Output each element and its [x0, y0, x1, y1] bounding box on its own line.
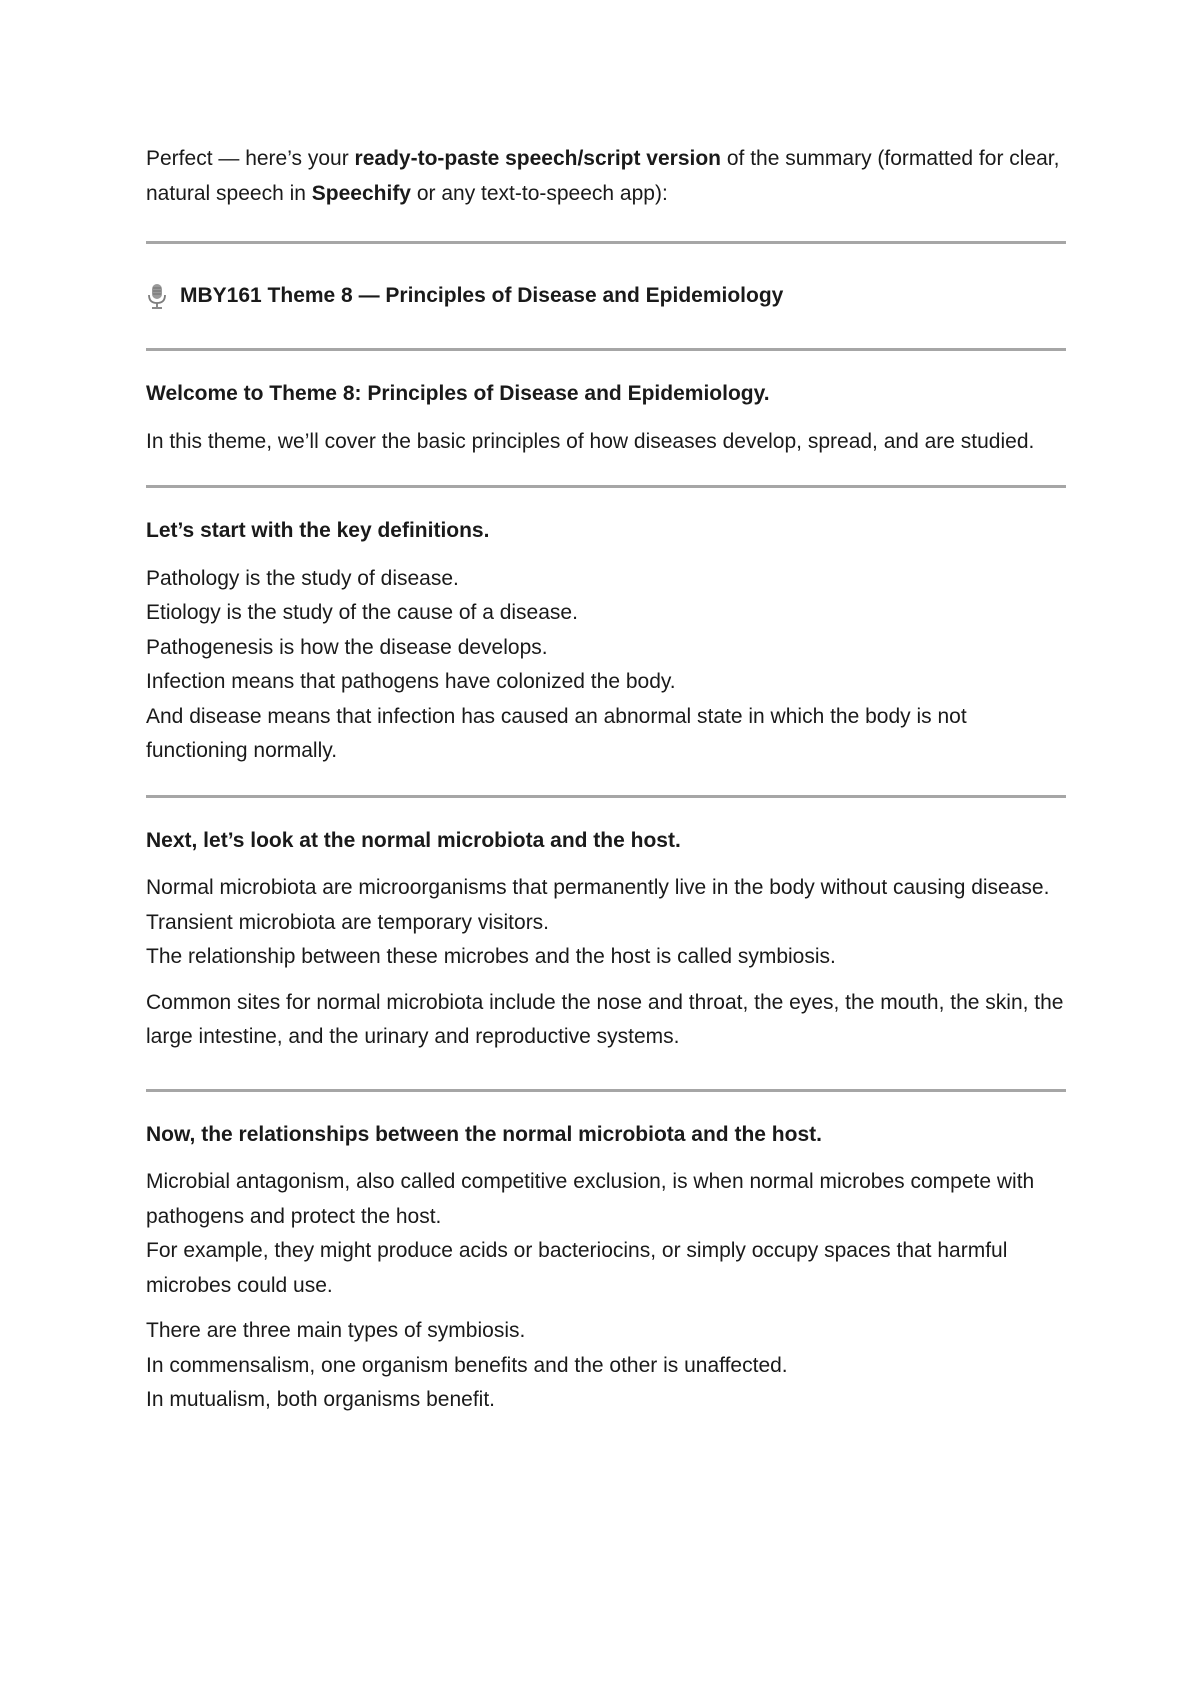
divider	[146, 1089, 1066, 1092]
microbiota-line: Normal microbiota are microorganisms that permanently live in the body without causing disease.	[146, 876, 1050, 899]
intro-text-2: of the summary (formatted for clear, natural speech in	[146, 147, 1060, 205]
definition-line: Etiology is the study of the cause of a disease.	[146, 601, 578, 624]
definition-line: Pathology is the study of disease.	[146, 566, 459, 590]
divider	[146, 485, 1066, 488]
document-page	[146, 142, 1066, 1418]
intro-bold-1: ready-to-paste speech/script version	[354, 147, 722, 170]
definition-line: Infection means that pathogens have colonized the body.	[146, 670, 676, 693]
symbiosis-line: In commensalism, one organism benefits and the other is unaffected.	[146, 1353, 788, 1377]
definitions-heading: Let’s start with the key definitions.	[146, 519, 490, 542]
microbiota-paragraph	[146, 871, 1066, 975]
relationships-line: For example, they might produce acids or bacteriocins, or simply occupy spaces that harmful microbes could use.	[146, 1239, 1008, 1297]
divider	[146, 795, 1066, 798]
title-text: MBY161 Theme 8 — Principles of Disease and Epidemiology	[180, 284, 784, 307]
definition-line: Pathogenesis is how the disease develops.	[146, 635, 548, 659]
microbiota-sites-paragraph: Common sites for normal microbiota include the nose and throat, the eyes, the mouth, the skin, the large intestine, and the urinary and reproductive systems.	[146, 990, 1064, 1048]
relationships-paragraph	[146, 1165, 1066, 1303]
relationships-heading: Now, the relationships between the normal microbiota and the host.	[146, 1122, 822, 1146]
microbiota-line: Transient microbiota are temporary visitors.	[146, 910, 550, 934]
symbiosis-line: There are three main types of symbiosis.	[146, 1319, 526, 1342]
symbiosis-line: In mutualism, both organisms benefit.	[146, 1388, 496, 1411]
welcome-paragraph: In this theme, we’ll cover the basic principles of how diseases develop, spread, and are studied.	[146, 429, 1035, 453]
welcome-heading: Welcome to Theme 8: Principles of Disease and Epidemiology.	[146, 382, 770, 405]
intro-text-3: or any text-to-speech app):	[411, 181, 668, 205]
relationships-line: Microbial antagonism, also called competitive exclusion, is when normal microbes compete with pathogens and protect the host.	[146, 1170, 1035, 1228]
definitions-paragraph	[146, 562, 1066, 769]
intro-bold-2: Speechify	[311, 181, 411, 205]
definition-line: And disease means that infection has caused an abnormal state in which the body is not functioning normally.	[146, 704, 967, 762]
microbiota-heading: Next, let’s look at the normal microbiota and the host.	[146, 828, 681, 852]
symbiosis-paragraph	[146, 1314, 1066, 1418]
microphone-icon	[146, 283, 168, 309]
microbiota-line: The relationship between these microbes and the host is called symbiosis.	[146, 945, 836, 968]
intro-text-1: Perfect — here’s your	[146, 147, 355, 170]
divider	[146, 348, 1066, 351]
document-title	[146, 244, 1066, 348]
intro-paragraph	[146, 142, 1066, 211]
